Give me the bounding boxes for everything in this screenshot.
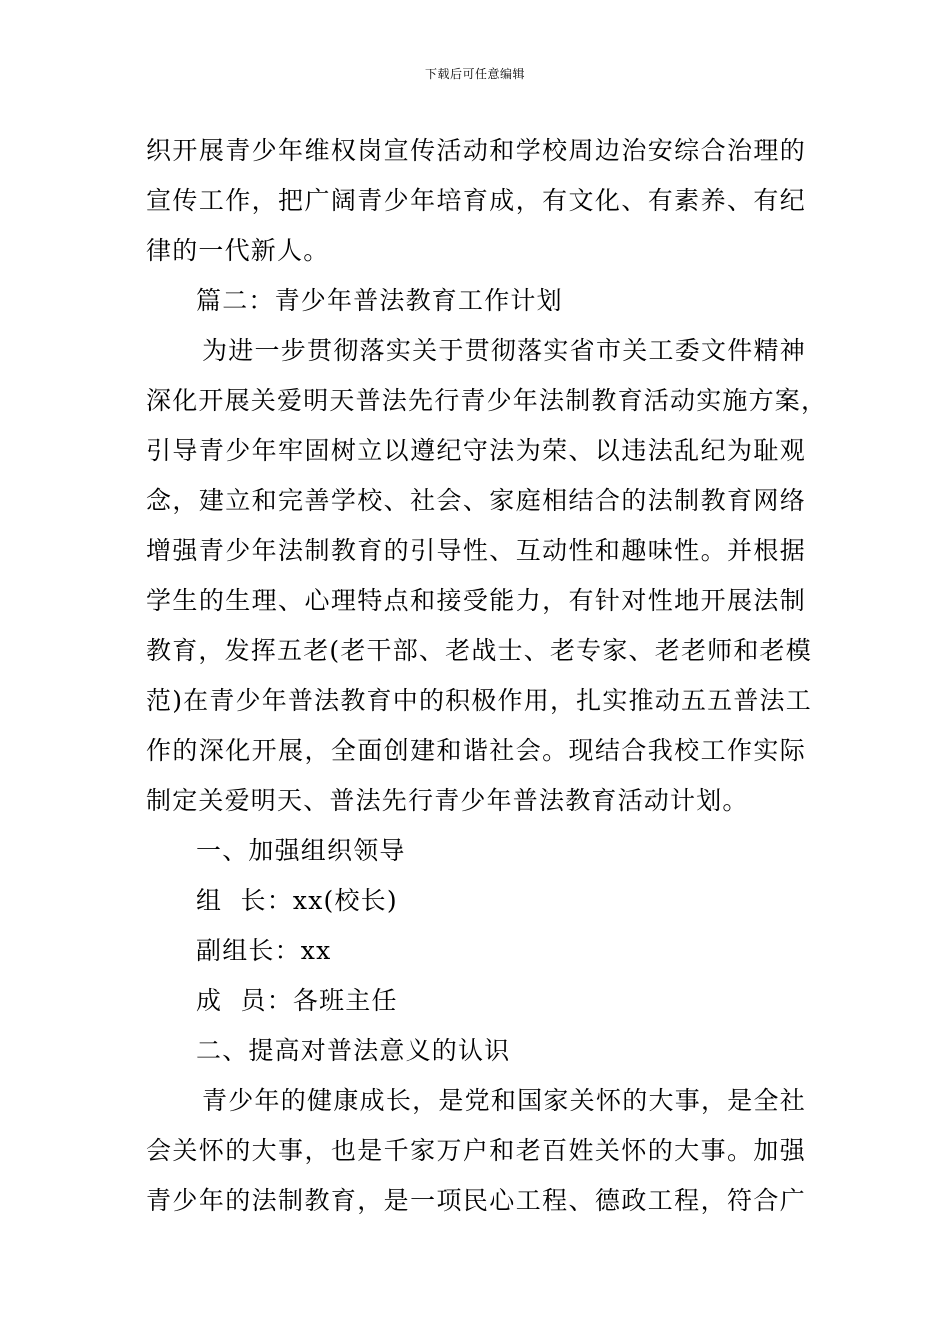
paragraph-line: 增强青少年法制教育的引导性、互动性和趣味性。并根据 [146,536,806,565]
paragraph-line: 作的深化开展，全面创建和谐社会。现结合我校工作实际 [146,736,806,765]
member-line-members: 成 员：各班主任 [196,986,398,1015]
section-heading: 一、加强组织领导 [196,836,406,865]
paragraph-line: 深化开展关爱明天普法先行青少年法制教育活动实施方案， [146,386,828,415]
paragraph-line: 范)在青少年普法教育中的积极作用，扎实推动五五普法工 [146,686,812,715]
paragraph-line: 教育，发挥五老(老干部、老战士、老专家、老老师和老模 [146,636,812,665]
paragraph-line: 引导青少年牢固树立以遵纪守法为荣、以违法乱纪为耻观 [146,436,806,465]
paragraph-line: 青少年的健康成长，是党和国家关怀的大事，是全社 [202,1086,806,1115]
document-body [146,126,828,1226]
paragraph-line: 学生的生理、心理特点和接受能力，有针对性地开展法制 [146,586,806,615]
page-header: 下载后可任意编辑 [424,67,525,81]
paragraph-line: 律的一代新人。 [146,236,330,265]
paragraph-line: 织开展青少年维权岗宣传活动和学校周边治安综合治理的 [146,136,806,165]
paragraph-line: 宣传工作，把广阔青少年培育成，有文化、有素养、有纪 [146,186,806,215]
paragraph-line: 念，建立和完善学校、社会、家庭相结合的法制教育网络 [146,486,806,515]
member-line-deputy: 副组长：xx [196,936,332,965]
paragraph-line: 会关怀的大事，也是千家万户和老百姓关怀的大事。加强 [146,1136,806,1165]
paragraph-line: 制定关爱明天、普法先行青少年普法教育活动计划。 [146,786,749,815]
member-line-leader: 组 长：xx(校长) [196,886,398,915]
section-heading: 篇二：青少年普法教育工作计划 [196,286,563,315]
paragraph-line: 为进一步贯彻落实关于贯彻落实省市关工委文件精神 [202,336,806,365]
paragraph-line: 青少年的法制教育，是一项民心工程、德政工程，符合广 [146,1186,806,1215]
section-heading: 二、提高对普法意义的认识 [196,1036,511,1065]
